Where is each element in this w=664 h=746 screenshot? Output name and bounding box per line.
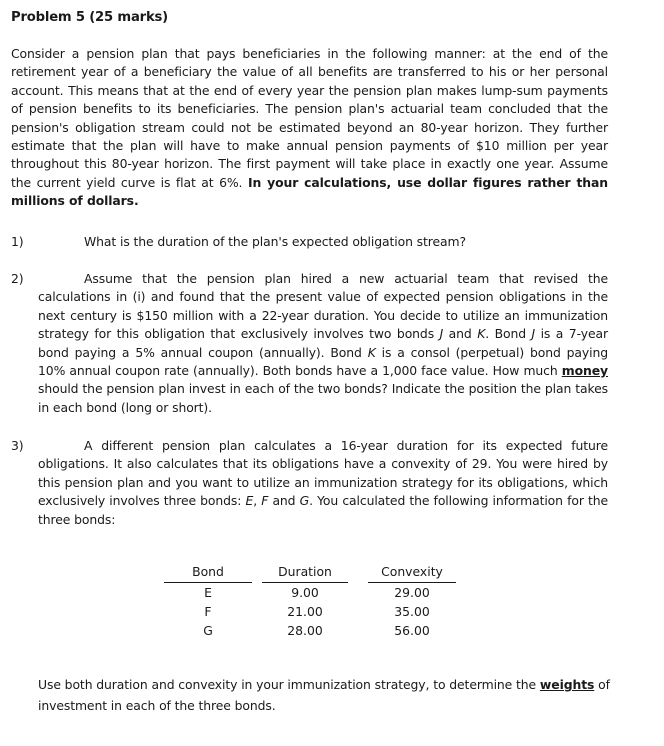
bond-g-label: G — [299, 493, 310, 509]
cell-bond: E — [204, 585, 212, 600]
cell-convexity: 35.00 — [394, 604, 430, 619]
intro-text: Consider a pension plan that pays beneficiaries in the following manner: at the end of the retirement year of a beneficiary the value of all benefits are transferred to his or her personal account. This means that at the end of every year the pension plan makes lump-sum payments of pension benefits to its beneficiaries. The pension plan's actuarial team concluded that the pension's obligation stream could not be estimated beyond an 80-year horizon. They further estimate that the plan will have to make annual pension payments of $10 million per year throughout this 80-year horizon. The first payment will take place in exactly one year. Assume the current yield curve is flat at 6%. — [11, 46, 608, 190]
closing-text-a: Use both duration and convexity in your immunization strategy, to determine the — [38, 677, 537, 692]
cell-convexity: 56.00 — [394, 623, 430, 638]
cell-duration: 28.00 — [287, 623, 323, 638]
problem-title: Problem 5 (25 marks) — [11, 10, 168, 25]
bond-k-label-2: K — [367, 344, 376, 360]
question-1-text: What is the duration of the plan's expected obligation stream? — [84, 234, 466, 249]
bond-j-label: J — [439, 326, 444, 342]
header-duration: Duration — [262, 563, 348, 583]
bond-k-label: K — [477, 326, 486, 342]
bond-e-label: E — [245, 493, 254, 509]
question-1 — [11, 233, 608, 251]
question-2-text-e: should the pension plan invest in each of the two bonds? Indicate the position the plan takes in each bond (long or short). — [38, 381, 608, 415]
table-row — [164, 583, 456, 603]
question-3: 3) A different pension plan calculates a 16-year duration for its expected future obligations. It also calculates that its obligations have a convexity of 29. You were hired by this pension plan and you want to utilize an immunization strategy for its obligations, which exclusively involves three bonds: E, F and G. You calculated the following information for the three bonds: — [11, 438, 608, 527]
table-row — [164, 602, 456, 621]
question-2-text-c: is a 7-year bond paying a 5% annual coupon (annually). Bond — [38, 326, 608, 360]
closing-instruction — [38, 674, 623, 716]
cell-bond: F — [204, 604, 212, 619]
bond-table-header — [164, 563, 456, 583]
money-emphasis: money — [561, 363, 608, 379]
header-bond: Bond — [164, 563, 252, 583]
header-convexity: Convexity — [368, 563, 456, 583]
question-3-number: 3) — [11, 438, 24, 453]
question-3-text-c: . You calculated the following information for the three bonds: — [38, 493, 608, 527]
question-2-and: and — [448, 326, 472, 342]
table-row — [164, 621, 456, 640]
question-2-text-b: . Bond — [485, 326, 526, 342]
question-3-and: and — [272, 493, 296, 509]
question-2-number: 2) — [11, 271, 24, 286]
bond-j-label-2: J — [531, 326, 536, 342]
weights-emphasis: weights — [539, 677, 595, 692]
question-2 — [11, 270, 608, 417]
cell-convexity: 29.00 — [394, 585, 430, 600]
problem-intro — [11, 45, 608, 211]
intro-bold-note: In your calculations, use dollar figures rather than millions of dollars. — [11, 174, 608, 209]
closing-text-b: of investment in each of the three bonds. — [38, 677, 610, 713]
question-2-text-d: is a consol (perpetual) bond paying 10% annual coupon rate (annually). Both bonds have a 1,000 face value. How much — [38, 344, 608, 379]
cell-duration: 9.00 — [291, 585, 319, 600]
bond-table — [164, 563, 456, 640]
cell-bond: G — [203, 623, 213, 638]
question-1-number: 1) — [11, 234, 24, 249]
question-3-text-a: A different pension plan calculates a 16-year duration for its expected future obligations. It also calculates that its obligations have a convexity of 29. You were hired by this pension plan and you want to utilize an immunization strategy for its obligations, which exclusively involves three bonds: — [38, 438, 608, 509]
bond-f-label: F — [261, 493, 269, 509]
cell-duration: 21.00 — [287, 604, 323, 619]
question-2-text-a: Assume that the pension plan hired a new actuarial team that revised the calculations in (i) and found that the present value of expected pension obligations in the next century is $150 million with a 22-year duration. You decide to utilize an immunization strategy for this obligation that exclusively involves two bonds — [38, 271, 608, 342]
